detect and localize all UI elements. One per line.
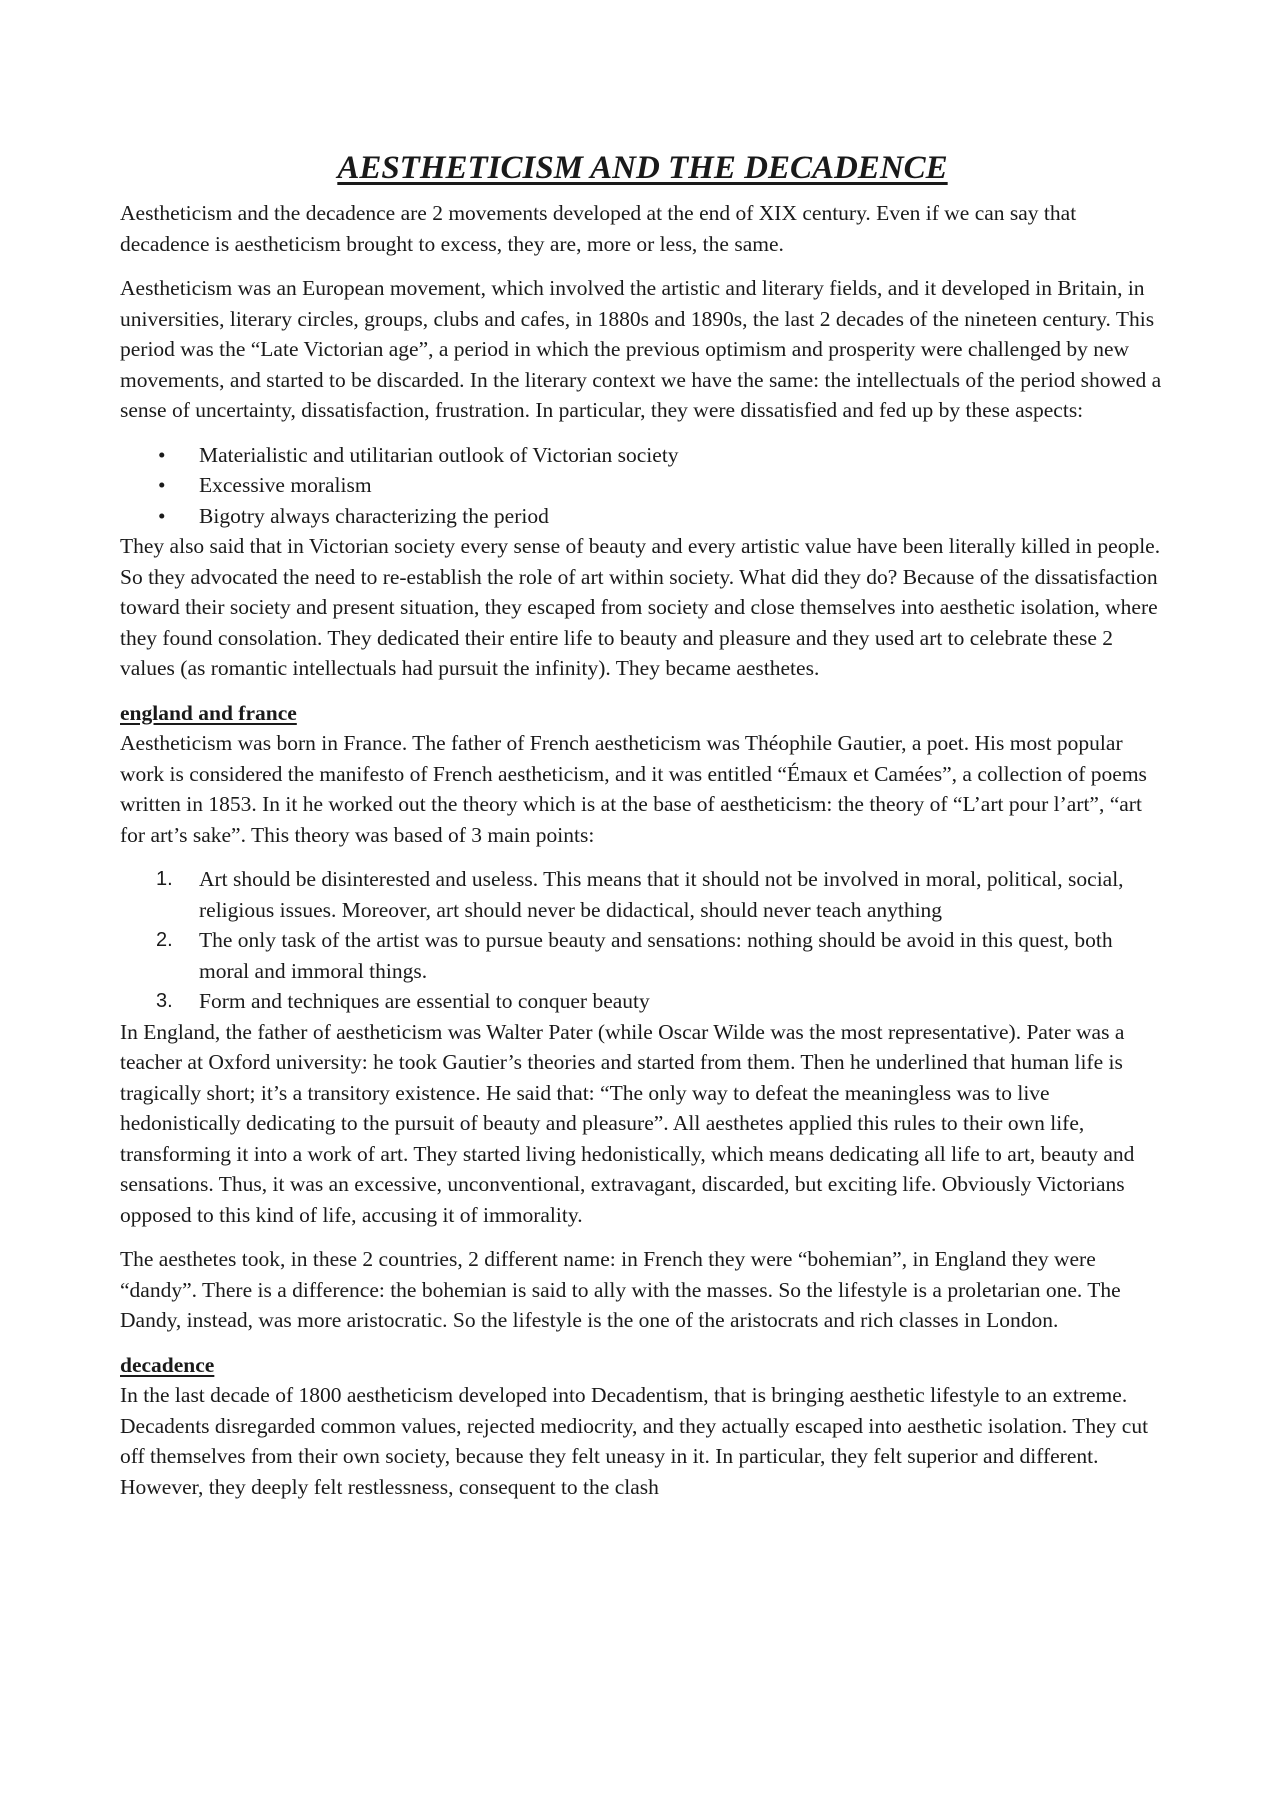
list-number: 2.	[156, 929, 173, 951]
list-item-text: Excessive moralism	[199, 473, 372, 497]
dissatisfaction-list	[120, 440, 1165, 532]
section-heading-england-france: england and france	[120, 700, 297, 725]
bullet-icon: •	[158, 442, 166, 467]
list-item	[120, 440, 1165, 471]
list-item	[120, 864, 1165, 925]
list-item-text: Materialistic and utilitarian outlook of Victorian society	[199, 442, 679, 467]
document-title: AESTHETICISM AND THE DECADENCE	[337, 150, 948, 186]
list-item-text: The only task of the artist was to pursue beauty and sensations: nothing should be avoid in this quest, both moral and immoral things.	[199, 928, 1113, 983]
list-item	[120, 501, 1165, 532]
art-for-art-points-list	[120, 864, 1165, 1017]
document-page	[120, 148, 1165, 1516]
intro-paragraph: Aestheticism and the decadence are 2 movements developed at the end of XIX century. Even if we can say that decadence is aestheticism brought to excess, they are, more or less, the same.	[120, 201, 1077, 256]
bullet-icon: •	[158, 473, 166, 497]
list-item	[120, 986, 1165, 1017]
england-paragraph: In England, the father of aestheticism was Walter Pater (while Oscar Wilde was the most representative). Pater was a teacher at Oxford university: he took Gautier’s theories and started from them. Then he underlined that human life is tragically short; it’s a transitory existence. He said that: “The only way to defeat the meaningless was to live hedonistically dedicating to the pursuit of beauty and pleasure”. All aesthetes applied this rules to their own life, transforming it into a work of art. They started living hedonistically, which means dedicating all life to art, beauty and sensations. Thus, it was an excessive, unconventional, extravagant, discarded, but exciting life. Obviously Victorians opposed to this kind of life, accusing it of immorality.	[120, 1019, 1135, 1227]
france-paragraph: Aestheticism was born in France. The father of French aestheticism was Théophile Gautier, a poet. His most popular work is considered the manifesto of French aestheticism, and it was entitled “Émaux et Camées”, a collection of poems written in 1853. In it he worked out the theory which is at the base of aestheticism: the theory of “L’art pour l’art”, “art for art’s sake”. This theory was based of 3 main points:	[120, 731, 1147, 847]
list-item	[120, 925, 1165, 986]
list-item-text: Art should be disinterested and useless. This means that it should not be involved in moral, political, social, religious issues. Moreover, art should never be didactical, should never teach anything	[199, 867, 1124, 922]
list-item-text: Bigotry always characterizing the period	[199, 503, 549, 528]
list-number: 3.	[156, 990, 173, 1012]
section-heading-decadence: decadence	[120, 1352, 215, 1377]
list-number: 1.	[156, 868, 173, 890]
aesthetes-paragraph: They also said that in Victorian society every sense of beauty and every artistic value have been literally killed in people. So they advocated the need to re-establish the role of art within society. What did they do? Because of the dissatisfaction toward their society and present situation, they escaped from society and close themselves into aesthetic isolation, where they found consolation. They dedicated their entire life to beauty and pleasure and they used art to celebrate these 2 values (as romantic intellectuals had pursuit the infinity). They became aesthetes.	[120, 534, 1161, 680]
list-item-text: Form and techniques are essential to conquer beauty	[199, 989, 650, 1013]
context-paragraph: Aestheticism was an European movement, which involved the artistic and literary fields, and it developed in Britain, in universities, literary circles, groups, clubs and cafes, in 1880s and 1890s, the last 2 decades of the nineteen century. This period was the “Late Victorian age”, a period in which the previous optimism and prosperity were challenged by new movements, and started to be discarded. In the literary context we have the same: the intellectuals of the period showed a sense of uncertainty, dissatisfaction, frustration. In particular, they were dissatisfied and fed up by these aspects:	[120, 276, 1162, 422]
list-item	[120, 470, 1165, 501]
bullet-icon: •	[158, 503, 166, 528]
decadence-paragraph: In the last decade of 1800 aestheticism developed into Decadentism, that is bringing aesthetic lifestyle to an extreme. Decadents disregarded common values, rejected mediocrity, and they actually escaped into aesthetic isolation. They cut off themselves from their own society, because they felt uneasy in it. In particular, they felt superior and different. However, they deeply felt restlessness, consequent to the clash	[120, 1383, 1149, 1499]
bohemian-dandy-paragraph: The aesthetes took, in these 2 countries, 2 different name: in French they were “bohemian”, in England they were “dandy”. There is a difference: the bohemian is said to ally with the masses. So the lifestyle is a proletarian one. The Dandy, instead, was more aristocratic. So the lifestyle is the one of the aristocrats and rich classes in London.	[120, 1247, 1121, 1332]
